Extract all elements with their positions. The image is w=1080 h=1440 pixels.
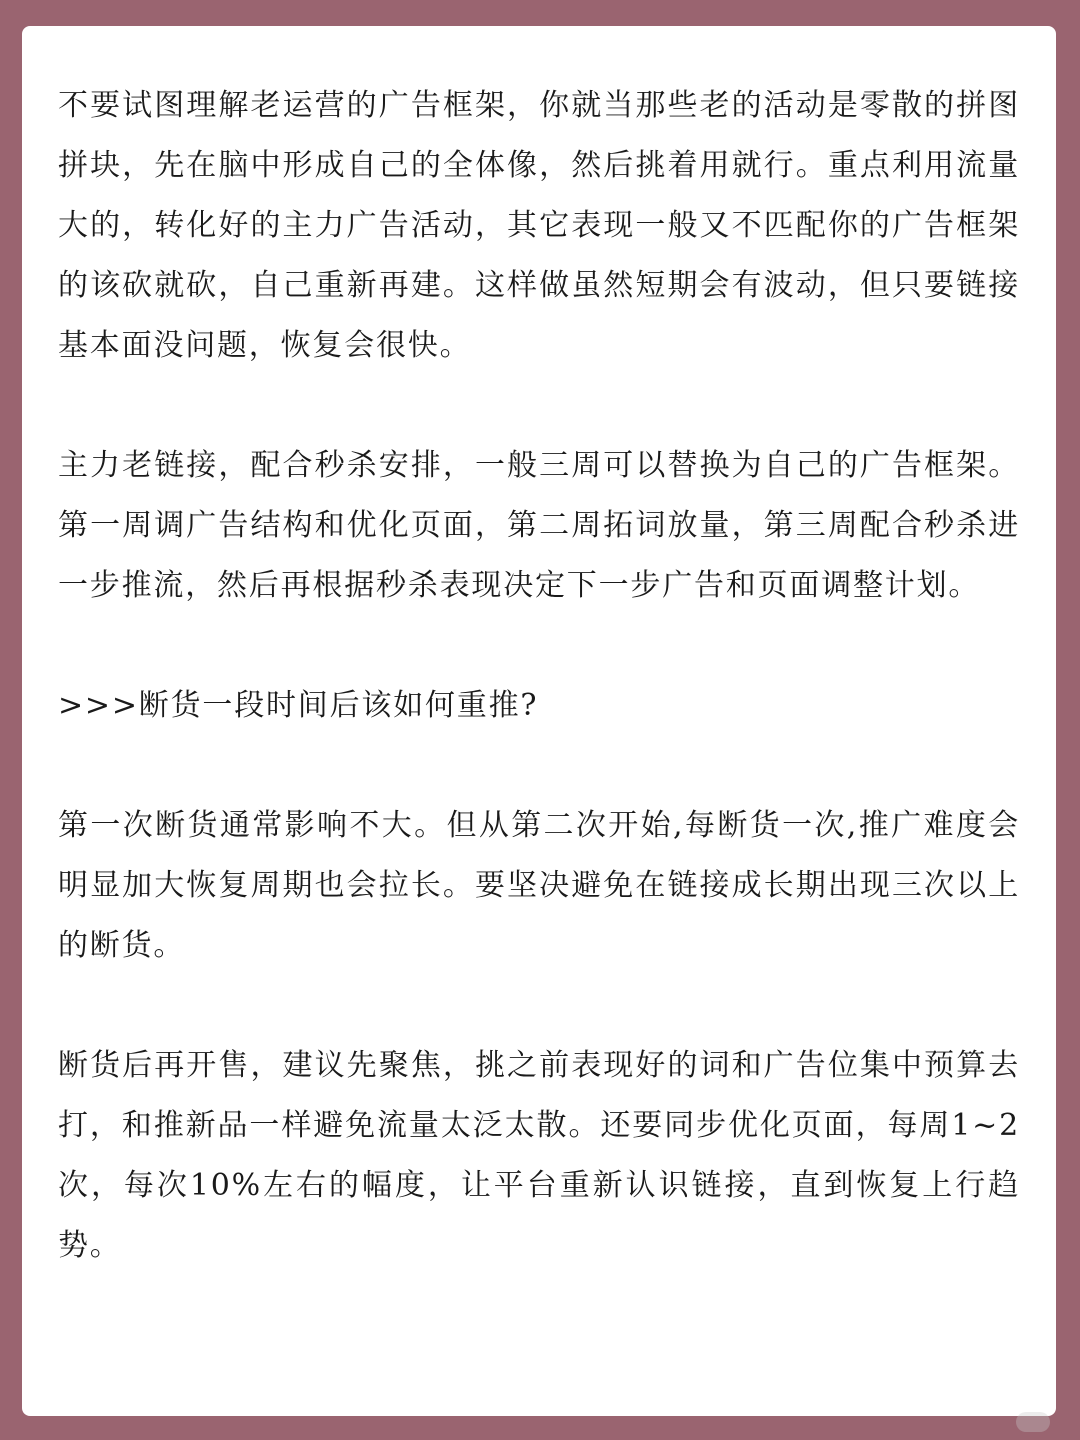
paragraph-relaunch-advice: 断货后再开售，建议先聚焦，挑之前表现好的词和广告位集中预算去打，和推新品一样避免流量太泛太散。还要同步优化页面，每周1~2次，每次10%左右的幅度，让平台重新认识链接，直到恢复上行趋势。 xyxy=(58,1048,1020,1263)
paragraph-three-week-plan: 主力老链接，配合秒杀安排，一般三周可以替换为自己的广告框架。第一周调广告结构和优化页面，第二周拓词放量，第三周配合秒杀进一步推流，然后再根据秒杀表现决定下一步广告和页面调整计划。 xyxy=(58,448,1020,603)
paragraph-gap xyxy=(58,976,1020,1036)
paragraph-gap xyxy=(58,376,1020,436)
paragraph-ad-framework: 不要试图理解老运营的广告框架，你就当那些老的活动是零散的拼图拼块，先在脑中形成自己的全体像，然后挑着用就行。重点利用流量大的，转化好的主力广告活动，其它表现一般又不匹配你的广告框架的该砍就砍，自己重新再建。这样做虽然短期会有波动，但只要链接基本面没问题，恢复会很快。 xyxy=(58,88,1020,363)
watermark-logo xyxy=(1016,1412,1050,1432)
section-heading-restock: >>>断货一段时间后该如何重推? xyxy=(58,688,539,723)
paragraph-stockout-impact: 第一次断货通常影响不大。但从第二次开始,每断货一次,推广难度会明显加大恢复周期也会拉长。要坚决避免在链接成长期出现三次以上的断货。 xyxy=(58,808,1020,963)
paragraph-gap xyxy=(58,736,1020,796)
paragraph-gap xyxy=(58,616,1020,676)
content-card xyxy=(22,26,1056,1416)
